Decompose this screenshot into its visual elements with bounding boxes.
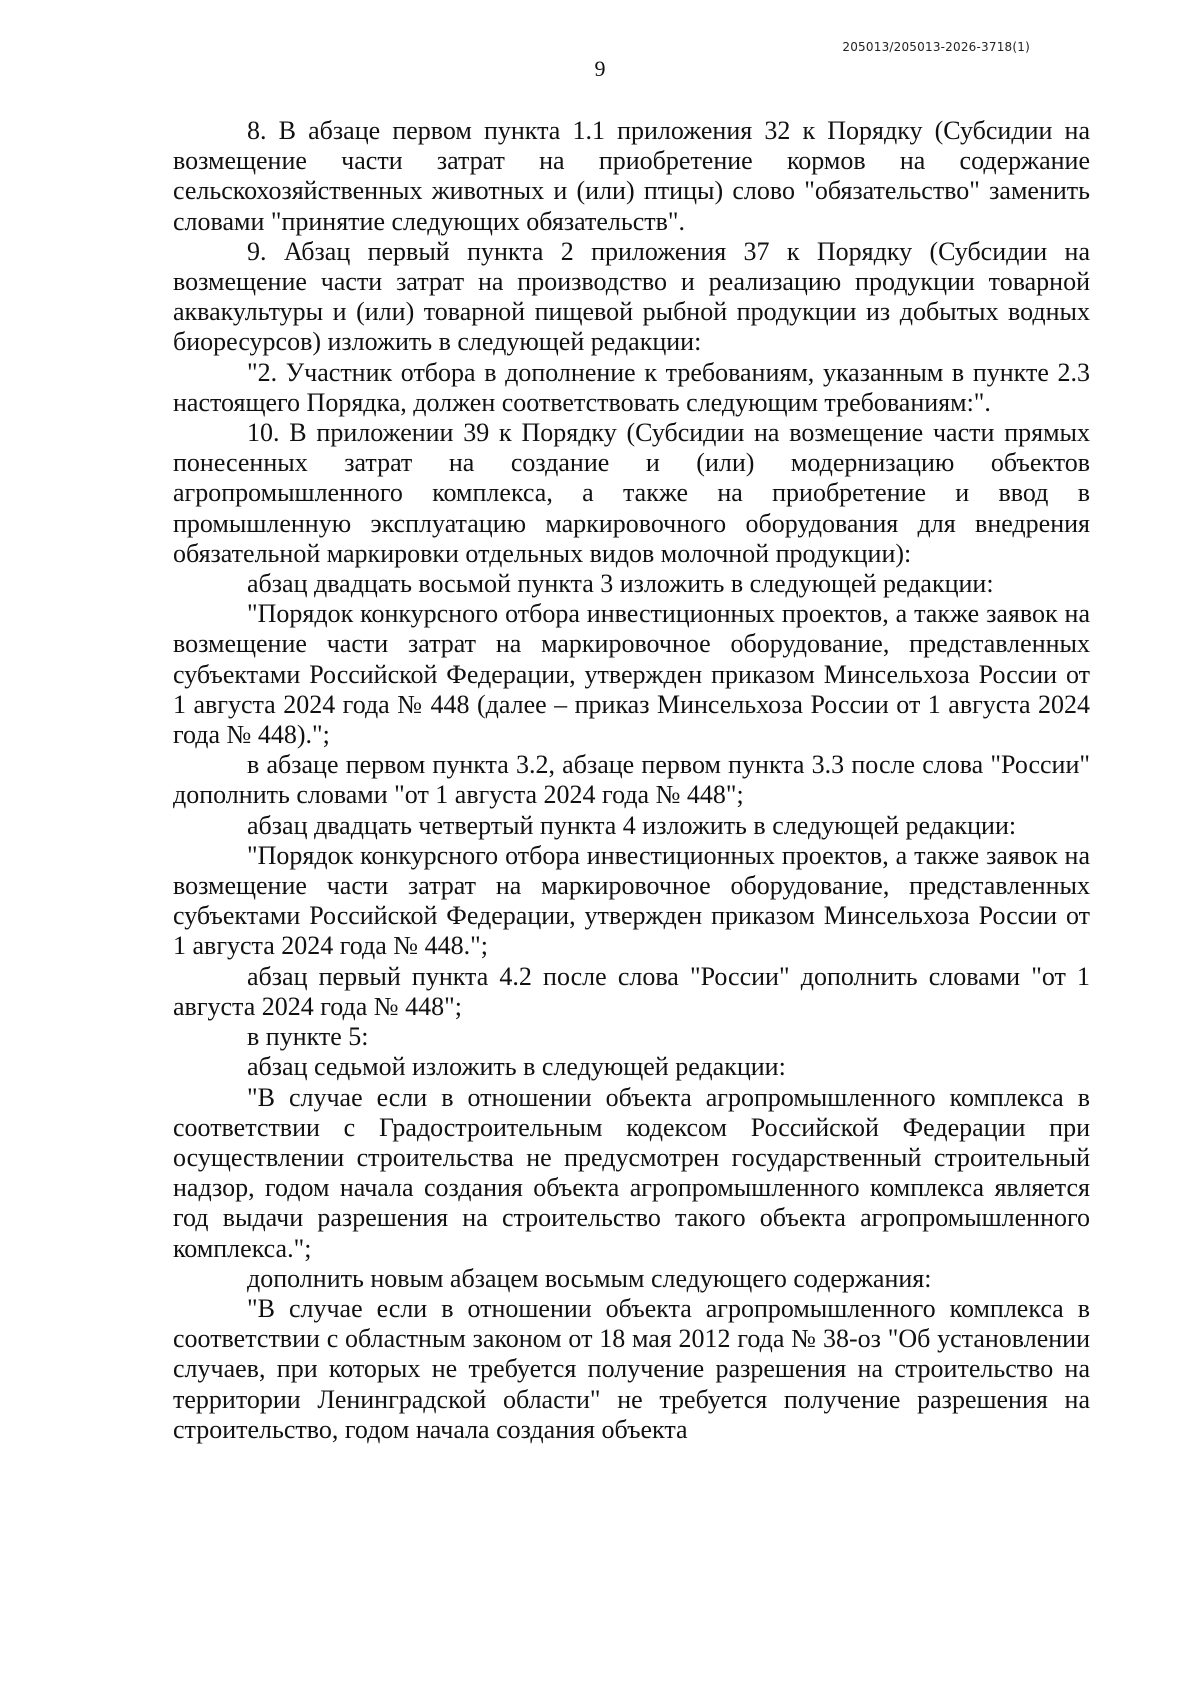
paragraph-quote: "Порядок конкурсного отбора инвестиционных проектов, а также заявок на возмещение части затрат на маркировочное оборудование, представленных субъектами Российской Федерации, утвержден приказом Минсельхоза России от 1 августа 2024 года № 448 (далее – приказ Минсельхоза России от 1 августа 2024 года № 448)."; <box>173 599 1090 750</box>
paragraph-item-8: 8. В абзаце первом пункта 1.1 приложения 32 к Порядку (Субсидии на возмещение части затрат на приобретение кормов на содержание сельскохозяйственных животных и (или) птицы) слово "обязательство" заменить словами "принятие следующих обязательств". <box>173 116 1090 236</box>
page-number: 9 <box>594 56 606 81</box>
document-body <box>173 116 1090 1445</box>
paragraph-quote: "В случае если в отношении объекта агропромышленного комплекса в соответствии с Градостроительным кодексом Российской Федерации при осуществлении строительства не предусмотрен государственный строительный надзор, годом начала создания объекта агропромышленного комплекса является год выдачи разрешения на строительство такого объекта агропромышленного комплекса."; <box>173 1082 1090 1263</box>
paragraph-quote: "В случае если в отношении объекта агропромышленного комплекса в соответствии с областным законом от 18 мая 2012 года № 38-оз "Об установлении случаев, при которых не требуется получение разрешения на строительство на территории Ленинградской области" не требуется получение разрешения на строительство, годом начала создания объекта <box>173 1293 1090 1444</box>
paragraph-instruction: абзац седьмой изложить в следующей редакции: <box>247 1052 786 1082</box>
paragraph-item-9: 9. Абзац первый пункта 2 приложения 37 к Порядку (Субсидии на возмещение части затрат на производство и реализацию продукции товарной аквакультуры и (или) товарной пищевой рыбной продукции из добытых водных биоресурсов) изложить в следующей редакции: <box>173 236 1090 357</box>
paragraph-item-10: 10. В приложении 39 к Порядку (Субсидии на возмещение части прямых понесенных затрат на создание и (или) модернизацию объектов агропромышленного комплекса, а также на приобретение и ввод в промышленную эксплуатацию маркировочного оборудования для внедрения обязательной маркировки отдельных видов молочной продукции): <box>173 418 1090 568</box>
paragraph-quote: "Порядок конкурсного отбора инвестиционных проектов, а также заявок на возмещение части затрат на маркировочное оборудование, представленных субъектами Российской Федерации, утвержден приказом Минсельхоза России от 1 августа 2024 года № 448."; <box>173 840 1090 961</box>
paragraph-instruction: абзац двадцать восьмой пункта 3 изложить в следующей редакции: <box>247 569 994 599</box>
paragraph-instruction: в пункте 5: <box>247 1022 369 1052</box>
document-id: 205013/205013-2026-3718(1) <box>842 40 1030 54</box>
paragraph-instruction: абзац двадцать четвертый пункта 4 изложить в следующей редакции: <box>247 810 1017 840</box>
paragraph-instruction: дополнить новым абзацем восьмым следующего содержания: <box>247 1263 932 1293</box>
paragraph-instruction: абзац первый пункта 4.2 после слова "России" дополнить словами "от 1 августа 2024 года № 448"; <box>173 961 1090 1021</box>
paragraph-quote-item-2: "2. Участник отбора в дополнение к требованиям, указанным в пункте 2.3 настоящего Порядка, должен соответствовать следующим требованиям:". <box>173 357 1090 417</box>
paragraph-instruction: в абзаце первом пункта 3.2, абзаце первом пункта 3.3 после слова "России" дополнить словами "от 1 августа 2024 года № 448"; <box>173 750 1090 810</box>
